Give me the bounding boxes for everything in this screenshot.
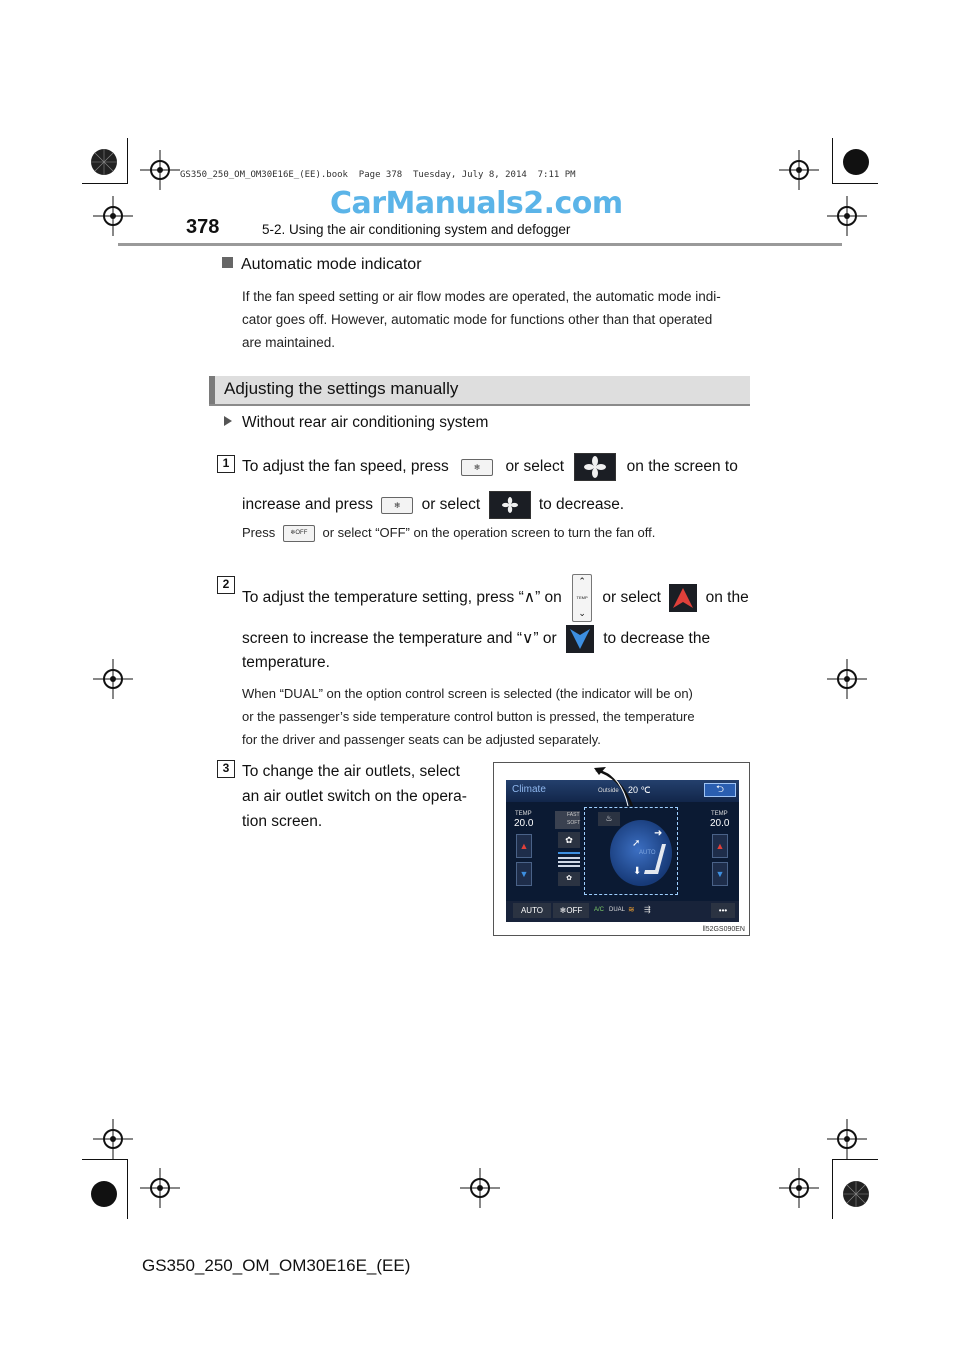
registration-target-icon [779, 1168, 819, 1208]
section-title: 5-2. Using the air conditioning system and defogger [262, 222, 571, 237]
left-temp-down-icon: ▼ [516, 862, 532, 886]
step-number-1: 1 [217, 455, 235, 473]
registration-starburst-icon [90, 148, 118, 176]
step1-text: To adjust the fan speed, press [242, 458, 449, 476]
step2-text: screen to increase the temperature and “∨” or [242, 630, 557, 648]
step1-text: increase and press [242, 496, 373, 514]
paragraph-line: are maintained. [242, 335, 336, 350]
print-info: GS350_250_OM_OM30E16E_(EE).book Page 378 Tuesday, July 8, 2014 7:11 PM [180, 170, 576, 180]
temp-key-label: TEMP [576, 595, 588, 600]
dual-button: DUAL [609, 907, 626, 913]
page-number: 378 [186, 216, 220, 238]
more-options-button: ••• [711, 903, 735, 918]
fan-up-icon: ✿ [558, 832, 580, 848]
section-bar-edge [209, 376, 215, 404]
registration-dot-icon [90, 1180, 118, 1208]
square-bullet-icon [222, 257, 233, 268]
crop-mark [832, 1159, 878, 1160]
fan-off-key-icon: ❄OFF [283, 525, 315, 542]
auto-indicator-paragraph [242, 285, 721, 354]
header-rule [118, 243, 842, 246]
chevron-down-icon: ⌄ [578, 608, 586, 618]
fan-level-bar [558, 852, 580, 854]
section-heading-bar [209, 376, 750, 406]
paragraph-line: If the fan speed setting or air flow modes are operated, the automatic mode indi- [242, 289, 721, 304]
registration-target-icon [779, 150, 819, 190]
left-temp-label: TEMP [515, 811, 532, 817]
registration-target-icon [827, 196, 867, 236]
registration-target-icon [827, 1119, 867, 1159]
bullet-without-rear-ac [224, 414, 488, 432]
crop-mark [82, 183, 128, 184]
right-temp-up-icon: ▲ [712, 834, 728, 858]
bullet-text: Without rear air conditioning system [242, 414, 489, 431]
fan-level-bar [558, 865, 580, 867]
fast-label: FAST [567, 812, 580, 818]
registration-target-icon [140, 150, 180, 190]
registration-target-icon [93, 196, 133, 236]
arrow-down-icon: ⬇ [633, 866, 642, 877]
auto-mode-label: AUTO [639, 850, 656, 856]
registration-dot-icon [842, 148, 870, 176]
image-code: ll52GS090EN [702, 926, 745, 933]
note-line: for the driver and passenger seats can be adjusted separately. [242, 732, 601, 747]
step2-line1 [242, 574, 749, 622]
auto-button: AUTO [513, 903, 551, 918]
right-temp-value: 20.0 [710, 818, 730, 829]
registration-target-icon [460, 1168, 500, 1208]
crop-mark [82, 1159, 128, 1160]
right-temp-down-icon: ▼ [712, 862, 728, 886]
chevron-up-icon: ⌃ [578, 576, 586, 586]
step3-text [242, 759, 467, 834]
registration-target-icon [93, 1119, 133, 1159]
ac-button: A/C [594, 907, 605, 913]
climate-screen-illustration [493, 762, 750, 936]
fan-off-button: ❄OFF [553, 903, 589, 918]
fan-fast-soft-button [555, 811, 580, 829]
fan-screen-button-icon [574, 453, 616, 481]
step2-text: To adjust the temperature setting, press “∧” on [242, 589, 562, 607]
step1-line1 [242, 453, 738, 481]
temp-up-screen-button-icon [669, 584, 697, 612]
defroster-icon: ≋ [628, 905, 635, 914]
registration-starburst-icon [842, 1180, 870, 1208]
crop-mark [832, 138, 833, 184]
step1-note-text: Press [242, 525, 276, 540]
footer-book-code: GS350_250_OM_OM30E16E_(EE) [142, 1256, 411, 1275]
auto-indicator-heading [222, 256, 422, 274]
climate-title: Climate [512, 784, 546, 795]
recirculation-icon: ♨ [598, 812, 620, 826]
watermark-logo: CarManuals2.com [330, 186, 623, 221]
left-temp-up-icon: ▲ [516, 834, 532, 858]
arrow-diagonal-icon: ➚ [632, 838, 641, 849]
auto-indicator-heading-text: Automatic mode indicator [241, 256, 422, 273]
crop-mark [127, 1159, 128, 1219]
step2-line3: temperature. [242, 654, 330, 671]
left-temp-value: 20.0 [514, 818, 534, 829]
outside-temp: 20 ℃ [628, 785, 651, 795]
crop-mark [127, 138, 128, 184]
back-icon: ⮌ [704, 783, 736, 797]
crop-mark [832, 1159, 833, 1219]
right-temp-label: TEMP [711, 811, 728, 817]
step1-note-text: or select “OFF” on the operation screen to turn the fan off. [322, 525, 656, 540]
step2-text: on the [705, 589, 749, 607]
fan-speed-down-key-icon: ❄ [381, 497, 413, 514]
fan-down-icon: ✿ [558, 872, 580, 886]
step-number-3: 3 [217, 760, 235, 778]
step-number-2: 2 [217, 576, 235, 594]
note-line: or the passenger’s side temperature control button is pressed, the temperature [242, 709, 695, 724]
step2-text: or select [602, 589, 661, 607]
fan-level-bar [558, 861, 580, 863]
registration-target-icon [93, 659, 133, 699]
fan-level-bar [558, 857, 580, 859]
step2-note [242, 682, 695, 751]
fan-speed-up-key-icon: ❄ [461, 459, 493, 476]
step3-line: To change the air outlets, select [242, 763, 460, 780]
soft-label: SOFT [567, 820, 581, 826]
step2-line2 [242, 625, 710, 653]
step1-text: on the screen to [626, 458, 738, 476]
registration-target-icon [140, 1168, 180, 1208]
step3-line: an air outlet switch on the opera- [242, 788, 467, 805]
step1-text: to decrease. [538, 496, 625, 514]
airflow-icon: ⇶ [644, 905, 651, 914]
temp-rocker-key-icon [572, 574, 592, 622]
section-heading: Adjusting the settings manually [224, 379, 459, 398]
step1-text: or select [421, 496, 481, 514]
outside-label: Outside [598, 788, 619, 794]
fan-low-screen-button-icon [489, 491, 531, 519]
triangle-bullet-icon [224, 416, 232, 426]
step1-text: or select [505, 458, 565, 476]
temp-down-screen-button-icon [566, 625, 594, 653]
pointer-arrow-icon [594, 766, 636, 810]
step3-line: tion screen. [242, 813, 323, 830]
note-line: When “DUAL” on the option control screen is selected (the indicator will be on) [242, 686, 693, 701]
step1-note [242, 525, 655, 542]
crop-mark [832, 183, 878, 184]
registration-target-icon [827, 659, 867, 699]
step1-line2 [242, 491, 624, 519]
paragraph-line: cator goes off. However, automatic mode for functions other than that operated [242, 312, 713, 327]
arrow-right-icon: ➜ [654, 828, 663, 839]
step2-text: to decrease the [603, 630, 711, 648]
